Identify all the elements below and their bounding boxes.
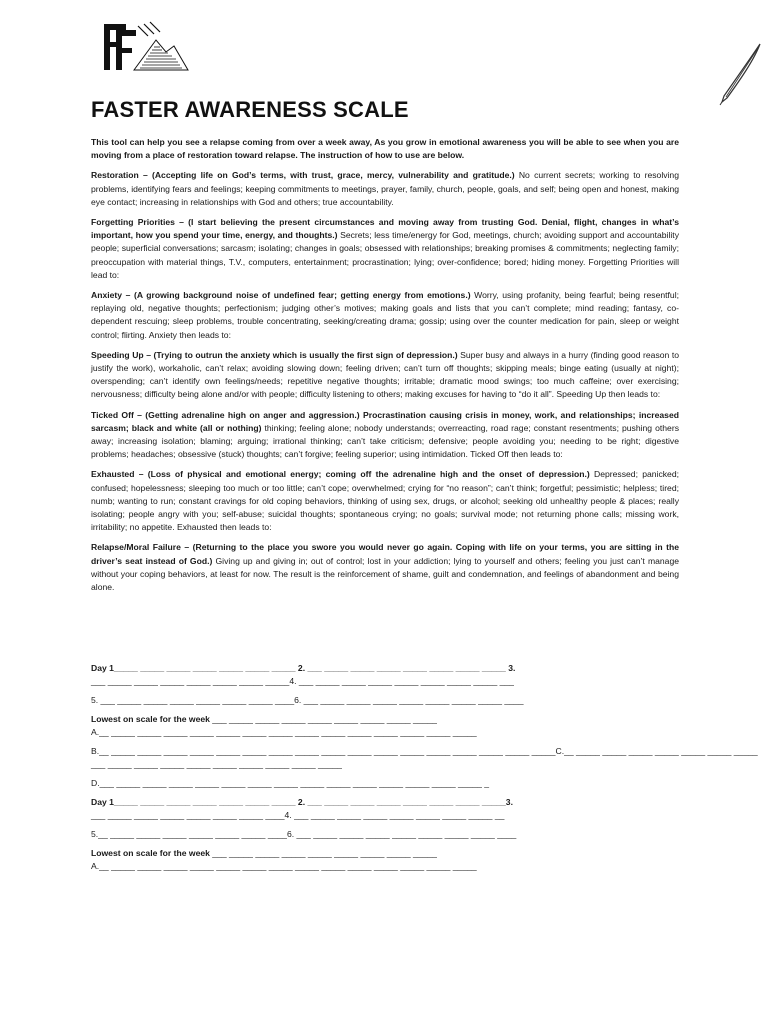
stage-ticked-off [91, 409, 679, 462]
ff-logo-icon [104, 22, 188, 72]
lowest-blank[interactable]: ___ _____ _____ _____ _____ _____ _____ _____ _____ [209, 714, 437, 724]
week1-days-line-3[interactable]: 5. ___ _____ _____ _____ _____ _____ _____ ____6. ___ _____ _____ _____ _____ _____ _____ _____ ____ [91, 695, 524, 705]
week2-lowest-a[interactable]: A.__ _____ _____ _____ _____ _____ _____ _____ _____ _____ _____ _____ _____ _____ _____ [91, 861, 477, 871]
stage-heading: Ticked Off – (Getting adrenaline high on anger and aggression.) Procrastination causing crisis in money, work, and relationships; increased sarcasm; black and white (all or nothing) [91, 409, 679, 433]
stage-exhausted [91, 468, 679, 534]
stage-heading: Speeding Up – (Trying to outrun the anxiety which is usually the first sign of depression.) [91, 349, 458, 360]
week1-lowest-d[interactable]: D.___ _____ _____ _____ _____ _____ _____ _____ _____ _____ _____ _____ _____ _____ _____ _ [91, 778, 490, 788]
stage-description: Secrets; less time/energy for God, meetings, church; avoiding support and accountability people; superficial conversations; sarcasm; isolating; changes in goals; obsessed with relationships; breaking promises & commitments; neglecting family; preoccupation with material things, T.V., computers, entertainment; procrastination; lying; over-confidence; bored; hiding money. Forgetting Priorities will lead to: [91, 230, 679, 280]
lowest-blank[interactable]: ___ _____ _____ _____ _____ _____ _____ _____ _____ [209, 848, 437, 858]
stage-description: Worry, using profanity, being fearful; being resentful; replaying old, negative thoughts; perfectionism; judging other’s motives; making goals and lists that you can’t complete; mind reading; fantasy, co-dependent rescuing; sleep problems, trouble concentrating, seeking/creating drama; gossip; using over the counter medication for pain, sleep or weight control; flirting. Anxiety then leads to: [91, 290, 680, 340]
stage-heading: Relapse/Moral Failure – (Returning to the place you swore you would never go again. Coping with life on your terms, you are sitting in the driver’s seat instead of God.) [91, 542, 679, 566]
lowest-label: Lowest on scale for the week [91, 848, 210, 858]
stage-restoration [91, 169, 679, 209]
week2-days-line-3[interactable]: 5.__ _____ _____ _____ _____ _____ _____ ____6. ___ _____ _____ _____ _____ _____ _____ _____ ____ [91, 829, 517, 839]
page-title: FASTER AWARENESS SCALE [91, 97, 409, 122]
stage-description: Super busy and always in a hurry (finding good reason to justify the work), workaholic, can’t relax; avoiding slowing down; feeling driven; can’t turn off thoughts; skipping meals; binge eating (usually at night); overspending; can’t identify own feelings/needs; repetitive negative thoughts; irritable; dramatic mood swings; too much caffeine; over exercising; nervousness; difficulty being alone and/or with people; difficulty listening to others; making excuses for having to “do it all”. Speeding Up then leads to: [91, 349, 680, 400]
week2-lowest-row[interactable] [91, 847, 691, 860]
stage-anxiety [91, 289, 679, 342]
tracking-form [91, 662, 758, 873]
stage-description: No current secrets; working to resolving problems, identifying fears and feelings; keeping commitments to meetings, prayer, family, church, people, goals, and self; being open and honest, making eye contact; increasing in relationships with God and others; true accountability. [91, 170, 679, 207]
stage-forgetting-priorities [91, 216, 679, 282]
stage-description: Giving up and giving in; out of control; lost in your addiction; lying to yourself and others; feeling you just can’t manage without your coping behaviors, at least for now. The result is the reinforcement of shame, guilt and condemnation, and feelings of abandonment and being alone. [91, 555, 679, 593]
week1-lowest-b-cont[interactable]: ___ _____ _____ _____ _____ _____ _____ _____ _____ _____ [91, 759, 342, 769]
lowest-label: Lowest on scale for the week [91, 714, 210, 724]
stage-heading: Anxiety – (A growing background noise of undefined fear; getting energy from emotions.) [91, 290, 471, 301]
stage-relapse [91, 541, 679, 594]
quill-pen-icon [718, 42, 762, 106]
week2-days-line-2[interactable]: ___ _____ _____ _____ _____ _____ _____ ____4. ___ _____ _____ _____ _____ _____ _____ _____ __ [91, 810, 505, 820]
stage-heading: Forgetting Priorities – (I start believing the present circumstances and moving away from trusting God. Denial, flight, changes in what’s important, how you spend your time, energy, and thoughts.) [91, 217, 679, 241]
week1-days-line-2[interactable]: ___ _____ _____ _____ _____ _____ _____ _____4. ___ _____ _____ _____ _____ _____ _____ _____ ___ [91, 676, 514, 686]
week2-days-line-1[interactable]: Day 1_____ _____ _____ _____ _____ _____ _____ 2. ___ _____ _____ _____ _____ _____ _____ _____3. [91, 797, 513, 807]
week1-lowest-row[interactable] [91, 713, 691, 726]
stage-heading: Restoration – (Accepting life on God’s terms, with trust, grace, mercy, vulnerability and gratitude.) [91, 170, 515, 181]
stage-heading: Exhausted – (Loss of physical and emotional energy; coming off the adrenaline high and the onset of depression.) [91, 469, 590, 480]
document-body [91, 136, 679, 601]
stage-description: Depressed; panicked; confused; hopelessness; sleeping too much or too little; can’t cope; overwhelmed; crying for “no reason”; can’t think; forgetful; pessimistic; helpless; tired; numb; wanting to run; constant cravings for old coping behaviors, thinking of using sex, drugs, or alcohol; seeking old unhealthy people & places; really isolating; people angry with you; self-abuse; suicidal thoughts; spontaneous crying; no goals; survival mode; not returning phone calls; missing work, irritability; no appetite. Exhausted then leads to: [91, 469, 679, 533]
stage-speeding-up [91, 349, 679, 402]
intro-paragraph: This tool can help you see a relapse coming from over a week away, As you grow in emotional awareness you will be able to see when you are moving from a place of restoration toward relapse. The instruction of how to use are below. [91, 137, 679, 161]
week1-lowest-a[interactable]: A.__ _____ _____ _____ _____ _____ _____ _____ _____ _____ _____ _____ _____ _____ _____ [91, 727, 477, 737]
week1-days-line-1[interactable]: Day 1_____ _____ _____ _____ _____ _____ _____ 2. ___ _____ _____ _____ _____ _____ _____ _____ 3. [91, 663, 516, 673]
week1-lowest-bc[interactable]: B.__ _____ _____ _____ _____ _____ _____ _____ _____ _____ _____ _____ _____ _____ _____ _____ _____ _____C.__ _____ _____ _____ _____ _____ _____ _____ [91, 746, 758, 756]
stage-description: thinking; feeling alone; nobody understands; overreacting, road rage; constant resentments; pushing others away; increasing isolation; blaming; arguing; irrational thinking; can’t take criticism; defensive; people avoiding you; needing to be right; digestive problems; headaches; obsessive (stuck) thoughts; can’t forgive; feeling superior; using intimidation. Ticked Off then leads to: [91, 422, 679, 460]
